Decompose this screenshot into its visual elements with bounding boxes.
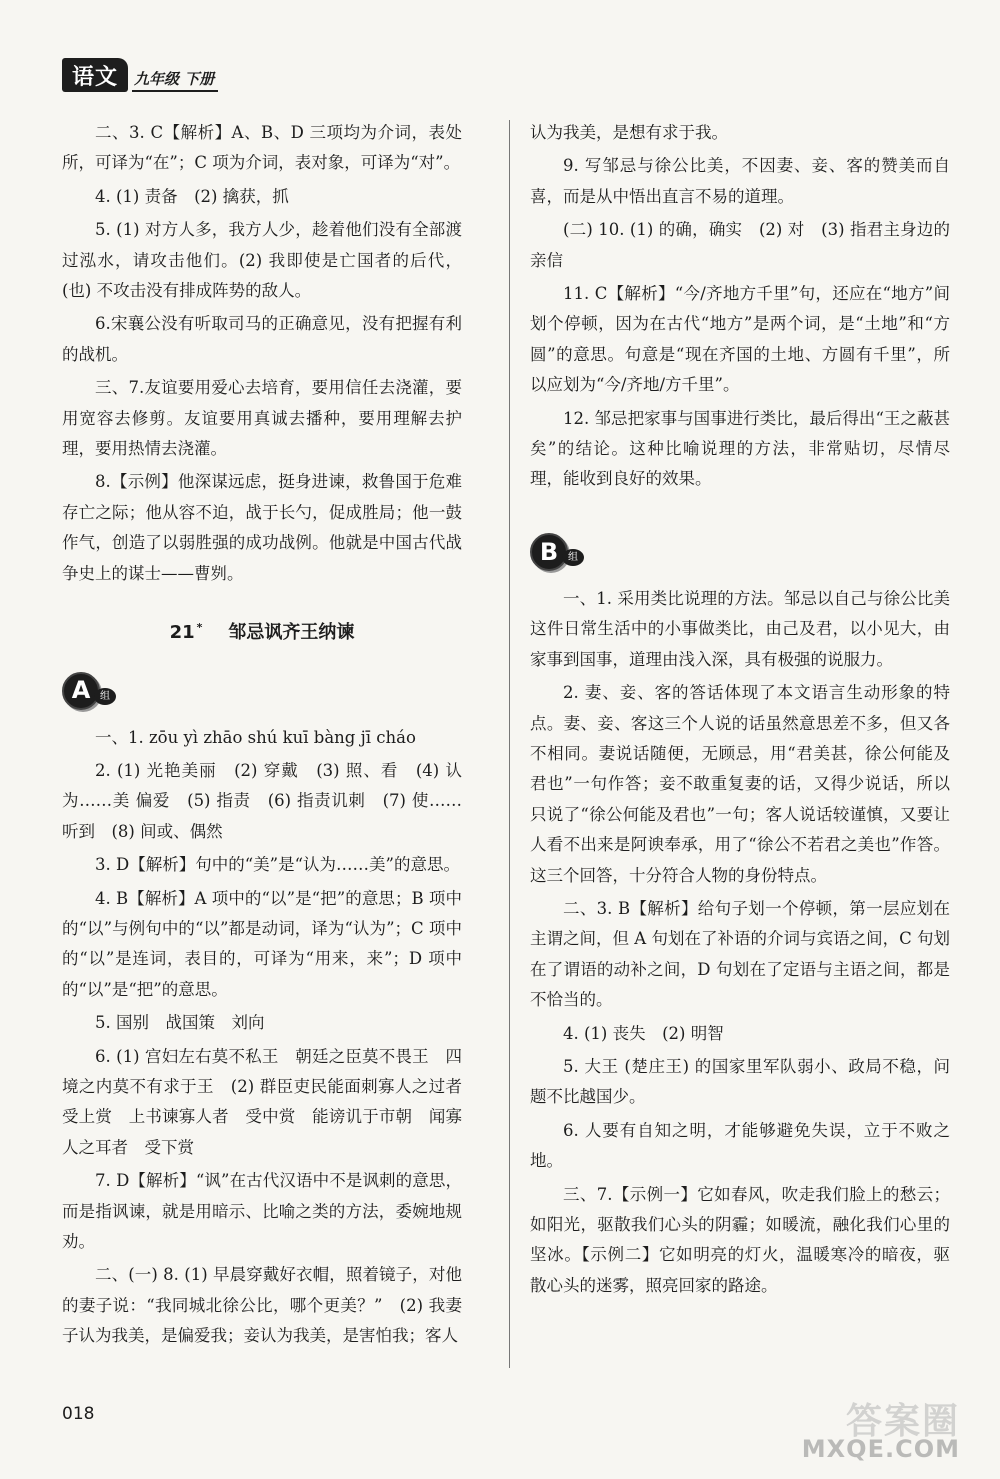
answer-paragraph: 11. C【解析】“今/齐地方千里”句，还应在“地方”间划个停顿，因为在古代“地方”是两个词，是“土地”和“方圆”的意思。句意是“现在齐国的土地、方圆有千里”，所以应划为“今/齐地/方千里”。 — [530, 284, 950, 395]
answer-paragraph: 一、1. zōu yì zhāo shú kuī bàng jī cháo — [95, 727, 416, 747]
answer-paragraph: 5. 国别 战国策 刘向 — [95, 1013, 265, 1033]
answer-paragraph: 5. (1) 对方人多，我方人少，趁着他们没有全部渡过泓水，请攻击他们。(2) 我即使是亡国者的后代，(也) 不攻击没有排成阵势的敌人。 — [62, 220, 462, 301]
group-b-tag: 组 — [562, 549, 584, 566]
site-watermark — [760, 1393, 960, 1463]
subject-logo: 语文 — [62, 58, 128, 92]
answer-paragraph: 9. 写邹忌与徐公比美，不因妻、妾、客的赞美而自喜，而是从中悟出直言不易的道理。 — [530, 156, 950, 206]
watermark-url: MXQE.COM — [801, 1435, 960, 1463]
grade-label: 九年级 下册 — [132, 68, 218, 92]
section-mark: * — [196, 621, 203, 635]
answer-paragraph: 5. 大王 (楚庄王) 的国家里军队弱小、政局不稳，问题不比越国少。 — [530, 1056, 950, 1107]
section-number: 21 — [169, 622, 195, 644]
section-title — [62, 613, 462, 648]
right-column — [530, 118, 950, 1304]
answer-paragraph: 8.【示例】他深谋远虑，挺身进谏，救鲁国于危难存亡之际；他从容不迫，战于长勺，促成胜局；他一鼓作气，创造了以弱胜强的成功战例。他就是中国古代战争史上的谋士——曹刿。 — [62, 472, 462, 583]
left-column — [62, 118, 479, 1355]
group-a-badge — [62, 671, 116, 711]
page-number: 018 — [62, 1404, 95, 1424]
answer-paragraph: (二) 10. (1) 的确，确实 (2) 对 (3) 指君主身边的亲信 — [530, 220, 950, 270]
answer-paragraph: 二、(一) 8. (1) 早晨穿戴好衣帽，照着镜子，对他的妻子说：“我同城北徐公比，哪个更美？” (2) 我妻子认为我美，是偏爱我；妾认为我美，是害怕我；客人 — [62, 1265, 462, 1346]
answer-paragraph: 6. (1) 宫妇左右莫不私王 朝廷之臣莫不畏王 四境之内莫不有求于王 (2) 群臣吏民能面刺寡人之过者 受上赏 上书谏寡人者 受中赏 能谤讥于市朝 闻寡人之耳者 受下赏 — [62, 1046, 479, 1157]
watermark-logo-text: 答案圈 — [845, 1401, 960, 1442]
group-a-tag: 组 — [94, 688, 116, 705]
group-b-badge — [530, 532, 584, 572]
answer-paragraph: 二、3. B【解析】给句子划一个停顿，第一层应划在主谓之间，但 A 句划在了补语的介词与宾语之间，C 句划在了谓语的动补之间，D 句划在了定语与主语之间，都是不恰当的。 — [530, 898, 950, 1010]
answer-paragraph: 认为我美，是想有求于我。 — [530, 123, 728, 142]
answer-paragraph: 4. (1) 丧失 (2) 明智 — [563, 1023, 724, 1043]
answer-paragraph: 2. (1) 光艳美丽 (2) 穿戴 (3) 照、看 (4) 认为……美 偏爱 (5) 指责 (6) 指责讥刺 (7) 使……听到 (8) 间或、偶然 — [62, 760, 462, 841]
section-title-text: 邹忌讽齐王纳谏 — [228, 622, 355, 644]
answer-paragraph: 二、3. C【解析】A、B、D 三项均为介词，表处所，可译为“在”；C 项为介词，表对象，可译为“对”。 — [62, 123, 462, 173]
group-a-letter: A — [62, 672, 100, 710]
answer-paragraph: 7. D【解析】“讽”在古代汉语中不是讽刺的意思，而是指讽谏，就是用暗示、比喻之类的方法，委婉地规劝。 — [62, 1171, 462, 1251]
answer-paragraph: 三、7.友谊要用爱心去培育，要用信任去浇灌，要用宽容去修剪。友谊要用真诚去播种，要用理解去护理，要用热情去浇灌。 — [62, 378, 462, 459]
answer-paragraph: 6.宋襄公没有听取司马的正确意见，没有把握有利的战机。 — [62, 314, 462, 364]
answer-paragraph: 2. 妻、妾、客的答话体现了本文语言生动形象的特点。妻、妾、客这三个人说的话虽然意思差不多，但又各不相同。妻说话随便，无顾忌，用“君美甚，徐公何能及君也”一句作答；妾不敢重复妻的话，又得少说话，所以只说了“徐公何能及君也”一句；客人说话较谨慎，又要让人看不出来是阿谀奉承，用了“徐公不若君之美也”作答。这三个回答，十分符合人物的身份特点。 — [530, 683, 950, 885]
answer-paragraph: 4. B【解析】A 项中的“以”是“把”的意思；B 项中的“以”与例句中的“以”都是动词，译为“认为”；C 项中的“以”是连词，表目的，可译为“用来，来”；D 项中的“以”是“把”的意思。 — [62, 888, 462, 999]
answer-paragraph: 4. (1) 责备 (2) 擒获，抓 — [95, 186, 289, 206]
answer-paragraph: 三、7.【示例一】它如春风，吹走我们脸上的愁云；如阳光，驱散我们心头的阴霾；如暖流，融化我们心里的坚冰。【示例二】它如明亮的灯火，温暖寒冷的暗夜，驱散心头的迷雾，照亮回家的路途。 — [530, 1184, 950, 1295]
answer-paragraph: 12. 邹忌把家事与国事进行类比，最后得出“王之蔽甚矣”的结论。这种比喻说理的方法，非常贴切，尽情尽理，能收到良好的效果。 — [530, 408, 950, 489]
page-header — [62, 58, 218, 92]
group-b-letter: B — [530, 533, 568, 571]
answer-paragraph: 一、1. 采用类比说理的方法。邹忌以自己与徐公比美这件日常生活中的小事做类比，由己及君，以小见大，由家事到国事，道理由浅入深，具有极强的说服力。 — [530, 588, 950, 669]
answer-paragraph: 6. 人要有自知之明，才能够避免失误，立于不败之地。 — [530, 1120, 950, 1171]
column-divider — [509, 120, 510, 1368]
answer-paragraph: 3. D【解析】句中的“美”是“认为……美”的意思。 — [95, 855, 460, 875]
